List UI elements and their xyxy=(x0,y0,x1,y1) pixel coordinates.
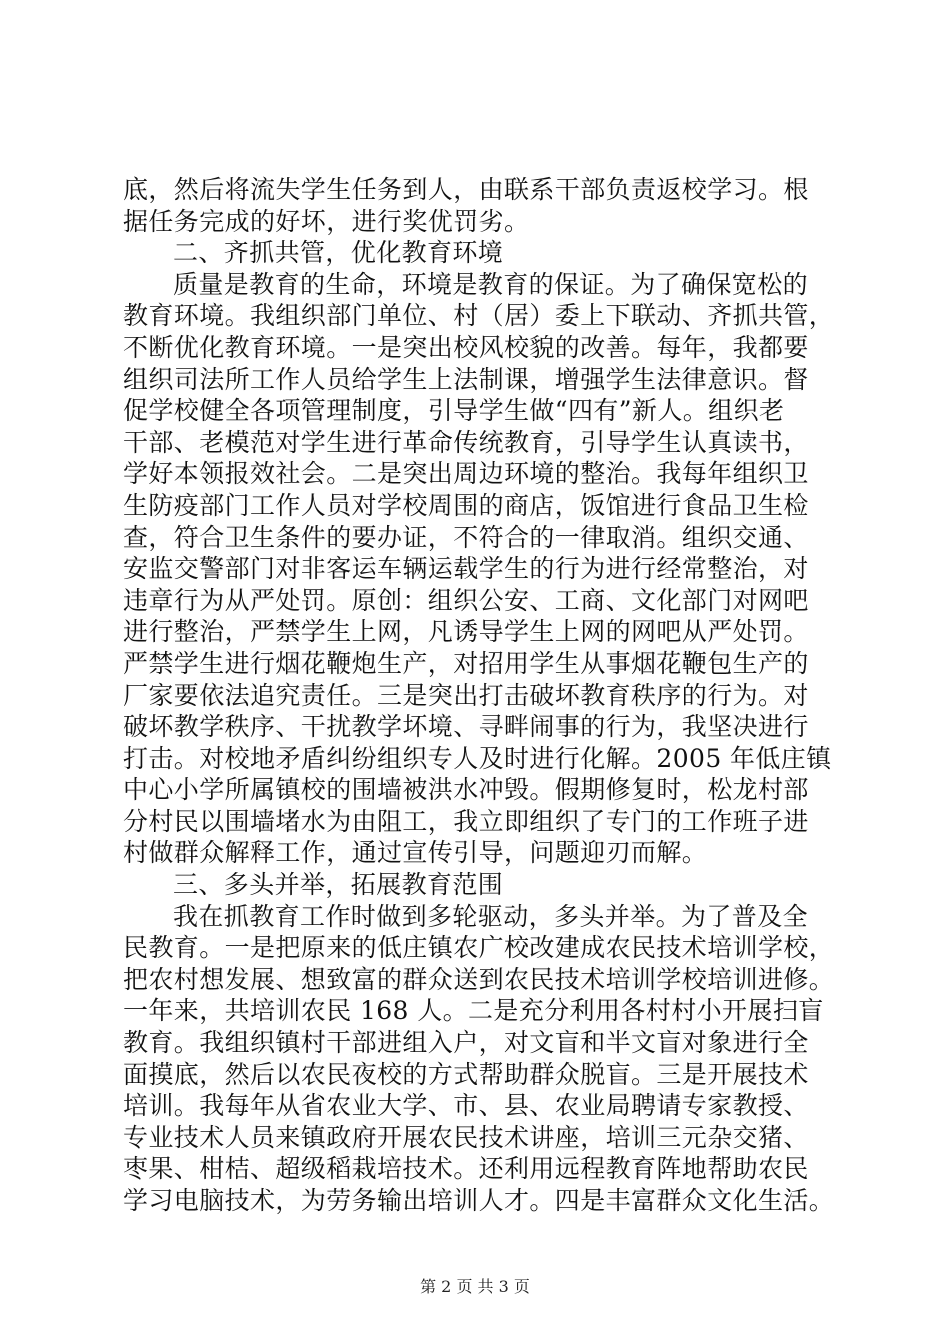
text-line: 教育环境。我组织部门单位、村（居）委上下联动、齐抓共管， xyxy=(123,301,835,331)
text-line: 二、齐抓共管，优化教育环境 xyxy=(173,238,504,268)
text-line: 培训。我每年从省农业大学、市、县、农业局聘请专家教授、 xyxy=(123,1091,809,1121)
text-line: 一年来，共培训农民 168 人。二是充分利用各村村小开展扫盲 xyxy=(123,996,824,1026)
text-line: 查，符合卫生条件的要办证，不符合的一律取消。组织交通、 xyxy=(123,522,809,552)
text-line: 专业技术人员来镇政府开展农民技术讲座，培训三元杂交猪、 xyxy=(123,1122,809,1152)
text-line: 干部、老模范对学生进行革命传统教育，引导学生认真读书， xyxy=(123,427,809,457)
text-line: 不断优化教育环境。一是突出校风校貌的改善。每年，我都要 xyxy=(123,332,809,362)
document-body xyxy=(123,174,843,1217)
text-line: 把农村想发展、想致富的群众送到农民技术培训学校培训进修。 xyxy=(123,964,835,994)
text-line: 进行整治，严禁学生上网，凡诱导学生上网的网吧从严处罚。 xyxy=(123,617,809,647)
text-line: 安监交警部门对非客运车辆运载学生的行为进行经常整治，对 xyxy=(123,554,809,584)
text-line: 打击。对校地矛盾纠纷组织专人及时进行化解。2005 年低庄镇 xyxy=(123,743,832,773)
page-footer: 第 2 页 共 3 页 xyxy=(420,1277,530,1296)
text-line: 分村民以围墙堵水为由阻工，我立即组织了专门的工作班子进 xyxy=(123,806,809,836)
text-line: 组织司法所工作人员给学生上法制课，增强学生法律意识。督 xyxy=(123,364,809,394)
text-line: 促学校健全各项管理制度，引导学生做“四有”新人。组织老 xyxy=(123,396,785,426)
text-line: 底，然后将流失学生任务到人，由联系干部负责返校学习。根 xyxy=(123,175,809,204)
text-line: 枣果、柑桔、超级稻栽培技术。还利用远程教育阵地帮助农民 xyxy=(123,1154,809,1184)
text-line: 学好本领报效社会。二是突出周边环境的整治。我每年组织卫 xyxy=(123,459,809,489)
text-line: 三、多头并举，拓展教育范围 xyxy=(173,870,504,900)
text-line: 质量是教育的生命，环境是教育的保证。为了确保宽松的 xyxy=(173,269,809,299)
text-line: 破坏教学秩序、干扰教学坏境、寻畔闹事的行为，我坚决进行 xyxy=(123,712,809,742)
text-line: 严禁学生进行烟花鞭炮生产，对招用学生从事烟花鞭包生产的 xyxy=(123,648,809,678)
text-line: 我在抓教育工作时做到多轮驱动，多头并举。为了普及全 xyxy=(173,901,809,931)
text-line: 教育。我组织镇村干部进组入户，对文盲和半文盲对象进行全 xyxy=(123,1028,809,1058)
text-line: 厂家要依法追究责任。三是突出打击破坏教育秩序的行为。对 xyxy=(123,680,809,710)
text-line: 生防疫部门工作人员对学校周围的商店，饭馆进行食品卫生检 xyxy=(123,490,809,520)
text-line: 学习电脑技术，为劳务输出培训人才。四是丰富群众文化生活。 xyxy=(123,1186,835,1215)
text-line: 据任务完成的好坏，进行奖优罚劣。 xyxy=(123,206,530,236)
text-line: 违章行为从严处罚。原创：组织公安、工商、文化部门对网吧 xyxy=(123,585,809,615)
text-line: 民教育。一是把原来的低庄镇农广校改建成农民技术培训学校， xyxy=(123,933,835,963)
text-line: 中心小学所属镇校的围墙被洪水冲毁。假期修复时，松龙村部 xyxy=(123,775,809,805)
text-line: 村做群众解释工作，通过宣传引导，问题迎刃而解。 xyxy=(123,838,708,868)
text-line: 面摸底，然后以农民夜校的方式帮助群众脱盲。三是开展技术 xyxy=(123,1059,809,1089)
